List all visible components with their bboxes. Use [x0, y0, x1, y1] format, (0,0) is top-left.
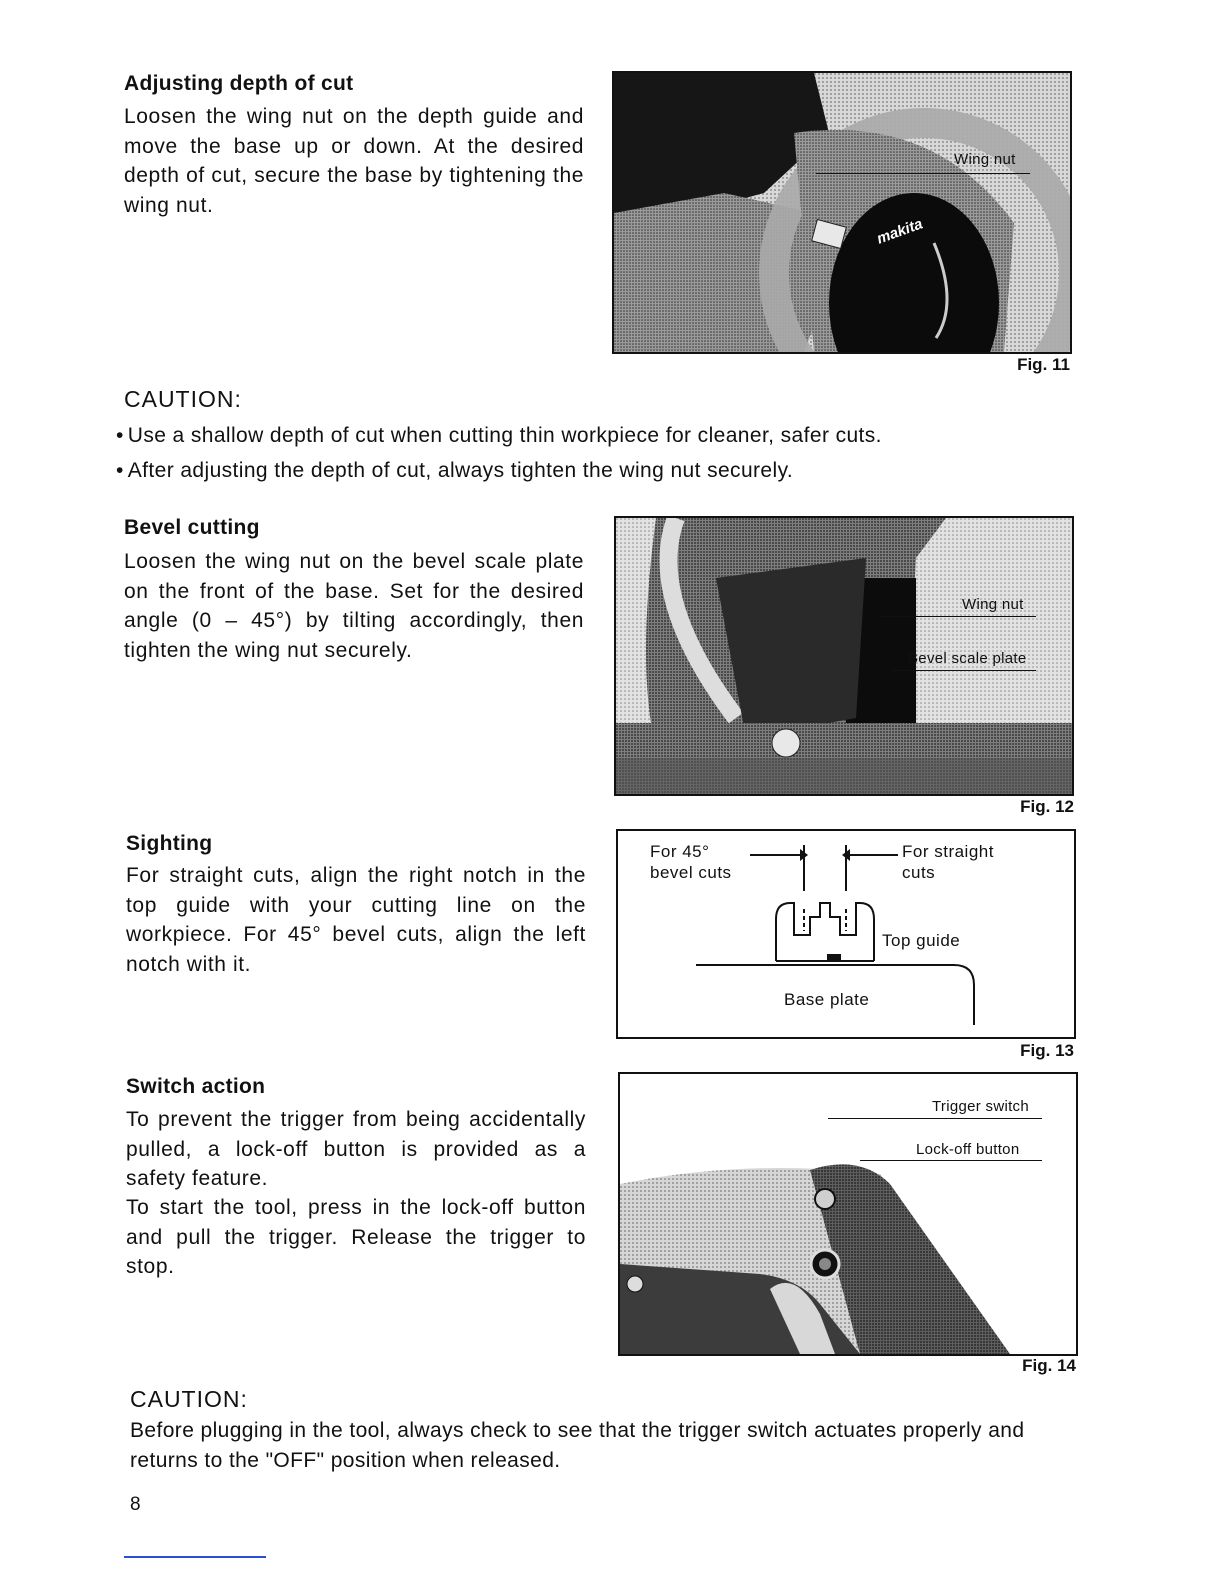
fig12-photo — [614, 516, 1074, 796]
fig13-label: Fig. 13 — [1020, 1041, 1074, 1060]
section-text-sighting: For straight cuts, align the right notch in the top guide with your cutting line on the workpiece. For 45° bevel cuts, align the left notch with it. — [126, 864, 586, 976]
section-title-switch: Switch action — [126, 1075, 266, 1098]
fig13-label-45-line2: bevel cuts — [650, 863, 732, 882]
caution-list-1 — [116, 418, 1116, 488]
fig11-photo — [612, 71, 1072, 354]
fig14-label: Fig. 14 — [1022, 1356, 1076, 1375]
fig12-label: Fig. 12 — [1020, 797, 1074, 816]
section-title-bevel: Bevel cutting — [124, 516, 260, 539]
fig13-label-base-plate: Base plate — [784, 990, 870, 1009]
fig14-leader-line-2 — [860, 1160, 1042, 1161]
fig11-label: Fig. 11 — [1017, 355, 1070, 374]
caution-title-1: CAUTION: — [124, 386, 242, 412]
fig12-callout-wing-nut: Wing nut — [962, 596, 1024, 613]
fig12-callout-bevel-scale-plate: Bevel scale plate — [908, 650, 1027, 667]
caution-text-2: Before plugging in the tool, always check to see that the trigger switch actuates properly and returns to the "OFF" position when released. — [130, 1419, 1025, 1472]
fig12-leader-line-2 — [892, 670, 1036, 671]
fig14-photo — [618, 1072, 1078, 1356]
fig12-leader-line-1 — [878, 616, 1036, 617]
section-title-depth: Adjusting depth of cut — [124, 72, 354, 95]
fig14-callout-trigger-switch: Trigger switch — [932, 1098, 1029, 1115]
fig13-label-straight-line2: cuts — [902, 863, 936, 882]
fig14-callout-lock-off-button: Lock-off button — [916, 1141, 1020, 1158]
fig13-label-straight-line1: For straight — [902, 842, 994, 861]
section-title-sighting: Sighting — [126, 832, 213, 855]
footer-rule — [124, 1556, 266, 1558]
caution-title-2: CAUTION: — [130, 1386, 248, 1412]
page-number: 8 — [130, 1494, 141, 1515]
fig11-brand-logo: makita — [874, 215, 926, 248]
fig13-label-45-line1: For 45° — [650, 842, 710, 861]
fig11-leader-line — [816, 173, 1030, 174]
fig13-diagram — [616, 829, 1076, 1039]
section-text-switch-1: To prevent the trigger from being accidentally pulled, a lock-off button is provided as a safety feature. — [126, 1108, 586, 1190]
section-text-depth: Loosen the wing nut on the depth guide and move the base up or down. At the desired depth of cut, secure the base by tightening the wing nut. — [124, 105, 584, 217]
caution-item-2: • After adjusting the depth of cut, always tighten the wing nut securely. — [116, 453, 1116, 488]
fig13-label-top-guide: Top guide — [882, 931, 961, 950]
section-text-switch-2: To start the tool, press in the lock-off button and pull the trigger. Release the trigger to stop. — [126, 1196, 586, 1278]
fig14-leader-line-1 — [828, 1118, 1042, 1119]
section-text-bevel: Loosen the wing nut on the bevel scale plate on the front of the base. Set for the desired angle (0 – 45°) by tilting accordingly, then tighten the wing nut securely. — [124, 550, 584, 662]
fig11-callout-wing-nut: Wing nut — [954, 151, 1016, 168]
caution-item-1: • Use a shallow depth of cut when cutting thin workpiece for cleaner, safer cuts. — [116, 418, 1116, 453]
